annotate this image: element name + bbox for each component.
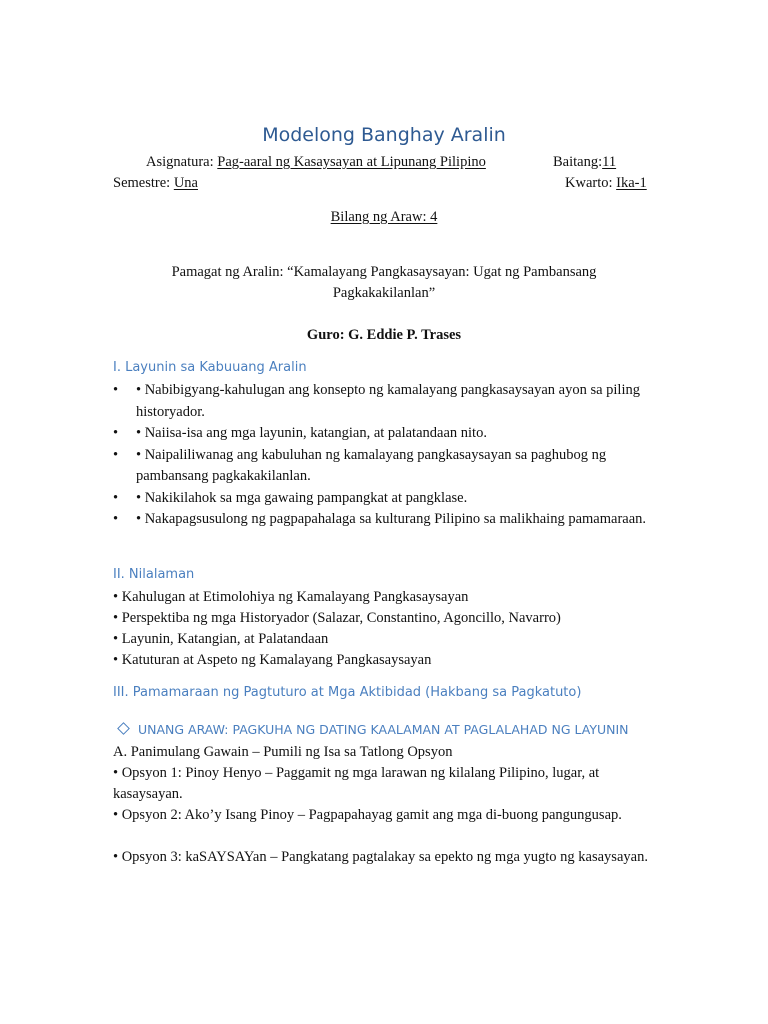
objective-text: • Nakapagsusulong ng pagpapahalaga sa kulturang Pilipino sa malikhaing pamamaraan. <box>136 511 647 527</box>
objective-text: • Naipaliliwanag ang kabuluhan ng kamalayang pangkasaysayan sa paghubog ng pambansang pagkakakilanlan. <box>136 446 607 484</box>
bilang-ng-araw <box>0 207 768 228</box>
guro: Guro: G. Eddie P. Trases <box>306 327 462 343</box>
objectives-list <box>113 380 658 531</box>
semestre-label: Semestre: <box>113 175 171 191</box>
asignatura-label: Asignatura: <box>146 154 214 170</box>
list-item <box>113 380 658 423</box>
bullet-marker: • <box>113 446 119 463</box>
asignatura-row <box>146 152 486 173</box>
bullet-marker: • <box>113 489 119 506</box>
semestre-value: Una <box>173 175 198 191</box>
diamond-bullet-icon <box>117 722 130 735</box>
content-item: • Perspektiba ng mga Historyador (Salazar, Constantino, Agoncillo, Navarro) <box>113 610 561 626</box>
list-item <box>113 509 658 531</box>
section-3-heading: III. Pamamaraan ng Pagtuturo at Mga Aktibidad (Hakbang sa Pagkatuto) <box>113 685 582 700</box>
kwarto-value: Ika-1 <box>616 175 647 191</box>
list-item <box>113 488 658 510</box>
option-item: • Opsyon 3: kaSAYSAYan – Pangkatang pagtalakay sa epekto ng mga yugto ng kasaysayan. <box>113 849 648 865</box>
kwarto-label: Kwarto: <box>565 175 613 191</box>
bullet-marker: • <box>113 511 119 527</box>
option-item: • Opsyon 2: Ako’y Isang Pinoy – Pagpapahayag gamit ang mga di-buong pangungusap. <box>113 807 622 823</box>
content-item: • Layunin, Katangian, at Palatandaan <box>113 631 329 647</box>
objective-text: • Nabibigyang-kahulugan ang konsepto ng kamalayang pangkasaysayan ayon sa piling historyador. <box>136 382 640 420</box>
document-title: Modelong Banghay Aralin <box>262 124 506 146</box>
bullet-marker: • <box>113 382 119 398</box>
activity-title: A. Panimulang Gawain – Pumili ng Isa sa Tatlong Opsyon <box>113 744 453 760</box>
objective-text: • Nakikilahok sa mga gawaing pampangkat at pangklase. <box>136 489 468 506</box>
baitang-row <box>553 152 616 173</box>
list-item <box>113 423 658 445</box>
day-1-heading <box>119 722 629 737</box>
bilang-text: Bilang ng Araw: 4 <box>330 209 438 225</box>
baitang-value: 11 <box>602 154 617 170</box>
bullet-marker: • <box>113 425 119 441</box>
asignatura-value: Pag-aaral ng Kasaysayan at Lipunang Pilipino <box>217 154 486 170</box>
objective-text: • Naiisa-isa ang mga layunin, katangian, at palatandaan nito. <box>136 425 487 441</box>
content-item: • Kahulugan at Etimolohiya ng Kamalayang Pangkasaysayan <box>113 589 469 605</box>
section-1-heading: I. Layunin sa Kabuuang Aralin <box>113 360 307 375</box>
semestre-row <box>113 173 198 194</box>
baitang-label: Baitang: <box>553 154 603 170</box>
option-item: • Opsyon 1: Pinoy Henyo – Paggamit ng mga larawan ng kilalang Pilipino, lugar, at kasaysayan. <box>113 765 600 802</box>
section-2-heading: II. Nilalaman <box>113 567 195 582</box>
list-item <box>113 445 658 488</box>
day-1-heading-text: UNANG ARAW: PAGKUHA NG DATING KAALAMAN AT PAGLALAHAD NG LAYUNIN <box>138 722 629 737</box>
content-item: • Katuturan at Aspeto ng Kamalayang Pangkasaysayan <box>113 652 432 668</box>
pamagat-line-1: Pamagat ng Aralin: “Kamalayang Pangkasaysayan: Ugat ng Pambansang <box>171 264 597 280</box>
pamagat-line-2: Pagkakakilanlan” <box>332 285 436 301</box>
kwarto-row <box>565 173 647 194</box>
